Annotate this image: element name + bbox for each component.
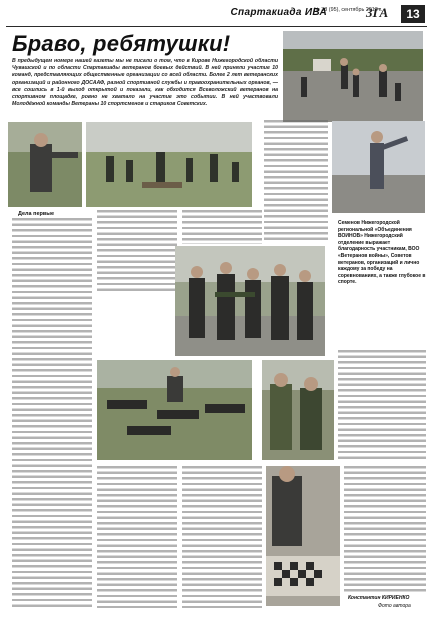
section-rubric: Спартакиада ИВА <box>230 7 327 18</box>
page-number: 13 <box>401 5 425 23</box>
photo-veterans-group <box>175 246 325 356</box>
highlight-quote: Семенов Нижегородской региональной «Объединения ВОИНОВ» Нижегородский отделение выражает благодарность участникам, ВОО «Ветеранов войны», Советов ветеранов, организаций и лично каждому за победу на соревнованиях, а также глубокое в спорте. <box>338 220 426 286</box>
body-column-5 <box>338 350 426 460</box>
article-headline: Браво, ребятушки! <box>12 31 231 56</box>
author-signature: Константин КИРИЕНКО <box>348 595 410 601</box>
photo-caption: Дела первые <box>18 211 55 217</box>
body-column-2 <box>97 210 177 294</box>
page-header <box>6 4 427 27</box>
newspaper-logo: ЗГА <box>366 5 389 20</box>
photo-uniformed-men <box>262 360 334 460</box>
issue-date: № 38 (95), сентябрь 2013 г. <box>314 7 383 13</box>
body-column-7 <box>182 466 262 608</box>
body-column-6 <box>97 466 177 608</box>
photo-credit: Фото автора <box>378 603 411 609</box>
article-lead: В предыдущем номере нашей газеты мы не писали о том, что в Кирове Нижегородской области Чувашской и по области Спартакиады ветеранов боевых действий. В ней приняли участие 10 команд, представляющих общественные организации со всей области. Более 2 лет ветеранских организаций и районного ДОСААФ, разной спортивной службы и правоохранительных органов, — все сошлись в 1-й выход открытой и показали, как обходится Всеволожский ветеранов на спортивном площадке, ровно не хватало на участие это событии. В ней участвовали Молодёжной команды Ветераны 10 спортсменов и стариков Советских. <box>12 58 278 108</box>
body-column-3 <box>182 210 262 244</box>
photo-sports-throw <box>332 121 425 213</box>
photo-shooting-range <box>97 360 252 460</box>
photo-athlete-left <box>8 122 82 207</box>
photo-crowd-field <box>86 122 252 207</box>
photo-runners <box>283 31 423 122</box>
photo-chess-game <box>266 466 340 606</box>
body-column-4 <box>264 120 328 240</box>
body-column-8 <box>344 466 426 592</box>
body-column-1 <box>12 218 92 608</box>
